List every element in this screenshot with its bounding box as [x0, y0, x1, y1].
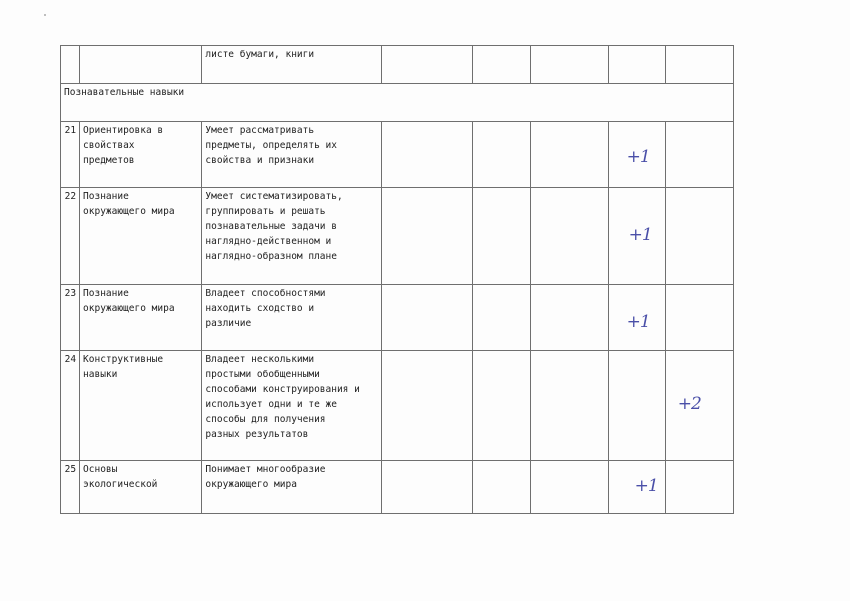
scan-speck	[44, 14, 46, 16]
score-cell	[608, 188, 665, 285]
score-cell	[665, 285, 733, 351]
score-cell	[531, 188, 608, 285]
table-row	[61, 461, 734, 514]
row-number: 23	[61, 285, 80, 351]
score-cell	[381, 122, 472, 188]
handwritten-mark: +1	[626, 147, 650, 167]
handwritten-mark: +1	[626, 312, 650, 332]
score-cell	[381, 351, 472, 461]
score-cell	[473, 122, 531, 188]
row-number: 25	[61, 461, 80, 514]
score-cell	[381, 461, 472, 514]
score-cell	[531, 46, 608, 84]
row-number-cell	[61, 46, 80, 84]
assessment-table	[60, 45, 734, 514]
score-cell	[473, 461, 531, 514]
skill-description: Владеет способностями находить сходство и различие	[202, 285, 382, 351]
handwritten-mark: +1	[634, 476, 658, 496]
skill-description: Владеет несколькими простыми обобщенными способами конструирования и использует одни и те же способы для получения разных результатов	[202, 351, 382, 461]
score-cell	[381, 46, 472, 84]
row-number: 24	[61, 351, 80, 461]
score-cell	[531, 122, 608, 188]
score-cell	[473, 188, 531, 285]
score-cell	[381, 188, 472, 285]
skill-name: Основы экологической	[80, 461, 202, 514]
score-cell	[473, 285, 531, 351]
table-row	[61, 122, 734, 188]
score-cell	[608, 46, 665, 84]
score-cell	[531, 461, 608, 514]
skill-name: Ориентировка в свойствах предметов	[80, 122, 202, 188]
description-cell: листе бумаги, книги	[202, 46, 382, 84]
handwritten-mark: +2	[677, 394, 701, 414]
row-number: 21	[61, 122, 80, 188]
score-cell	[665, 461, 733, 514]
score-cell	[608, 285, 665, 351]
score-cell	[473, 351, 531, 461]
score-cell	[381, 285, 472, 351]
score-cell	[608, 461, 665, 514]
skill-description: Умеет рассматривать предметы, определять их свойства и признаки	[202, 122, 382, 188]
handwritten-mark: +1	[628, 225, 652, 245]
score-cell	[665, 122, 733, 188]
skill-description: Понимает многообразие окружающего мира	[202, 461, 382, 514]
score-cell	[665, 188, 733, 285]
skill-name: Конструктивные навыки	[80, 351, 202, 461]
score-cell	[531, 285, 608, 351]
score-cell	[665, 351, 733, 461]
score-cell	[665, 46, 733, 84]
table-row	[61, 285, 734, 351]
skill-name: Познание окружающего мира	[80, 188, 202, 285]
score-cell	[608, 122, 665, 188]
table-row	[61, 188, 734, 285]
score-cell	[473, 46, 531, 84]
skill-name: Познание окружающего мира	[80, 285, 202, 351]
skill-description: Умеет систематизировать, группировать и решать познавательные задачи в наглядно-действенном и наглядно-образном плане	[202, 188, 382, 285]
score-cell	[531, 351, 608, 461]
section-title: Познавательные навыки	[61, 84, 734, 122]
table-row	[61, 46, 734, 84]
section-header-row	[61, 84, 734, 122]
row-number: 22	[61, 188, 80, 285]
skill-cell	[80, 46, 202, 84]
score-cell	[608, 351, 665, 461]
table-row	[61, 351, 734, 461]
